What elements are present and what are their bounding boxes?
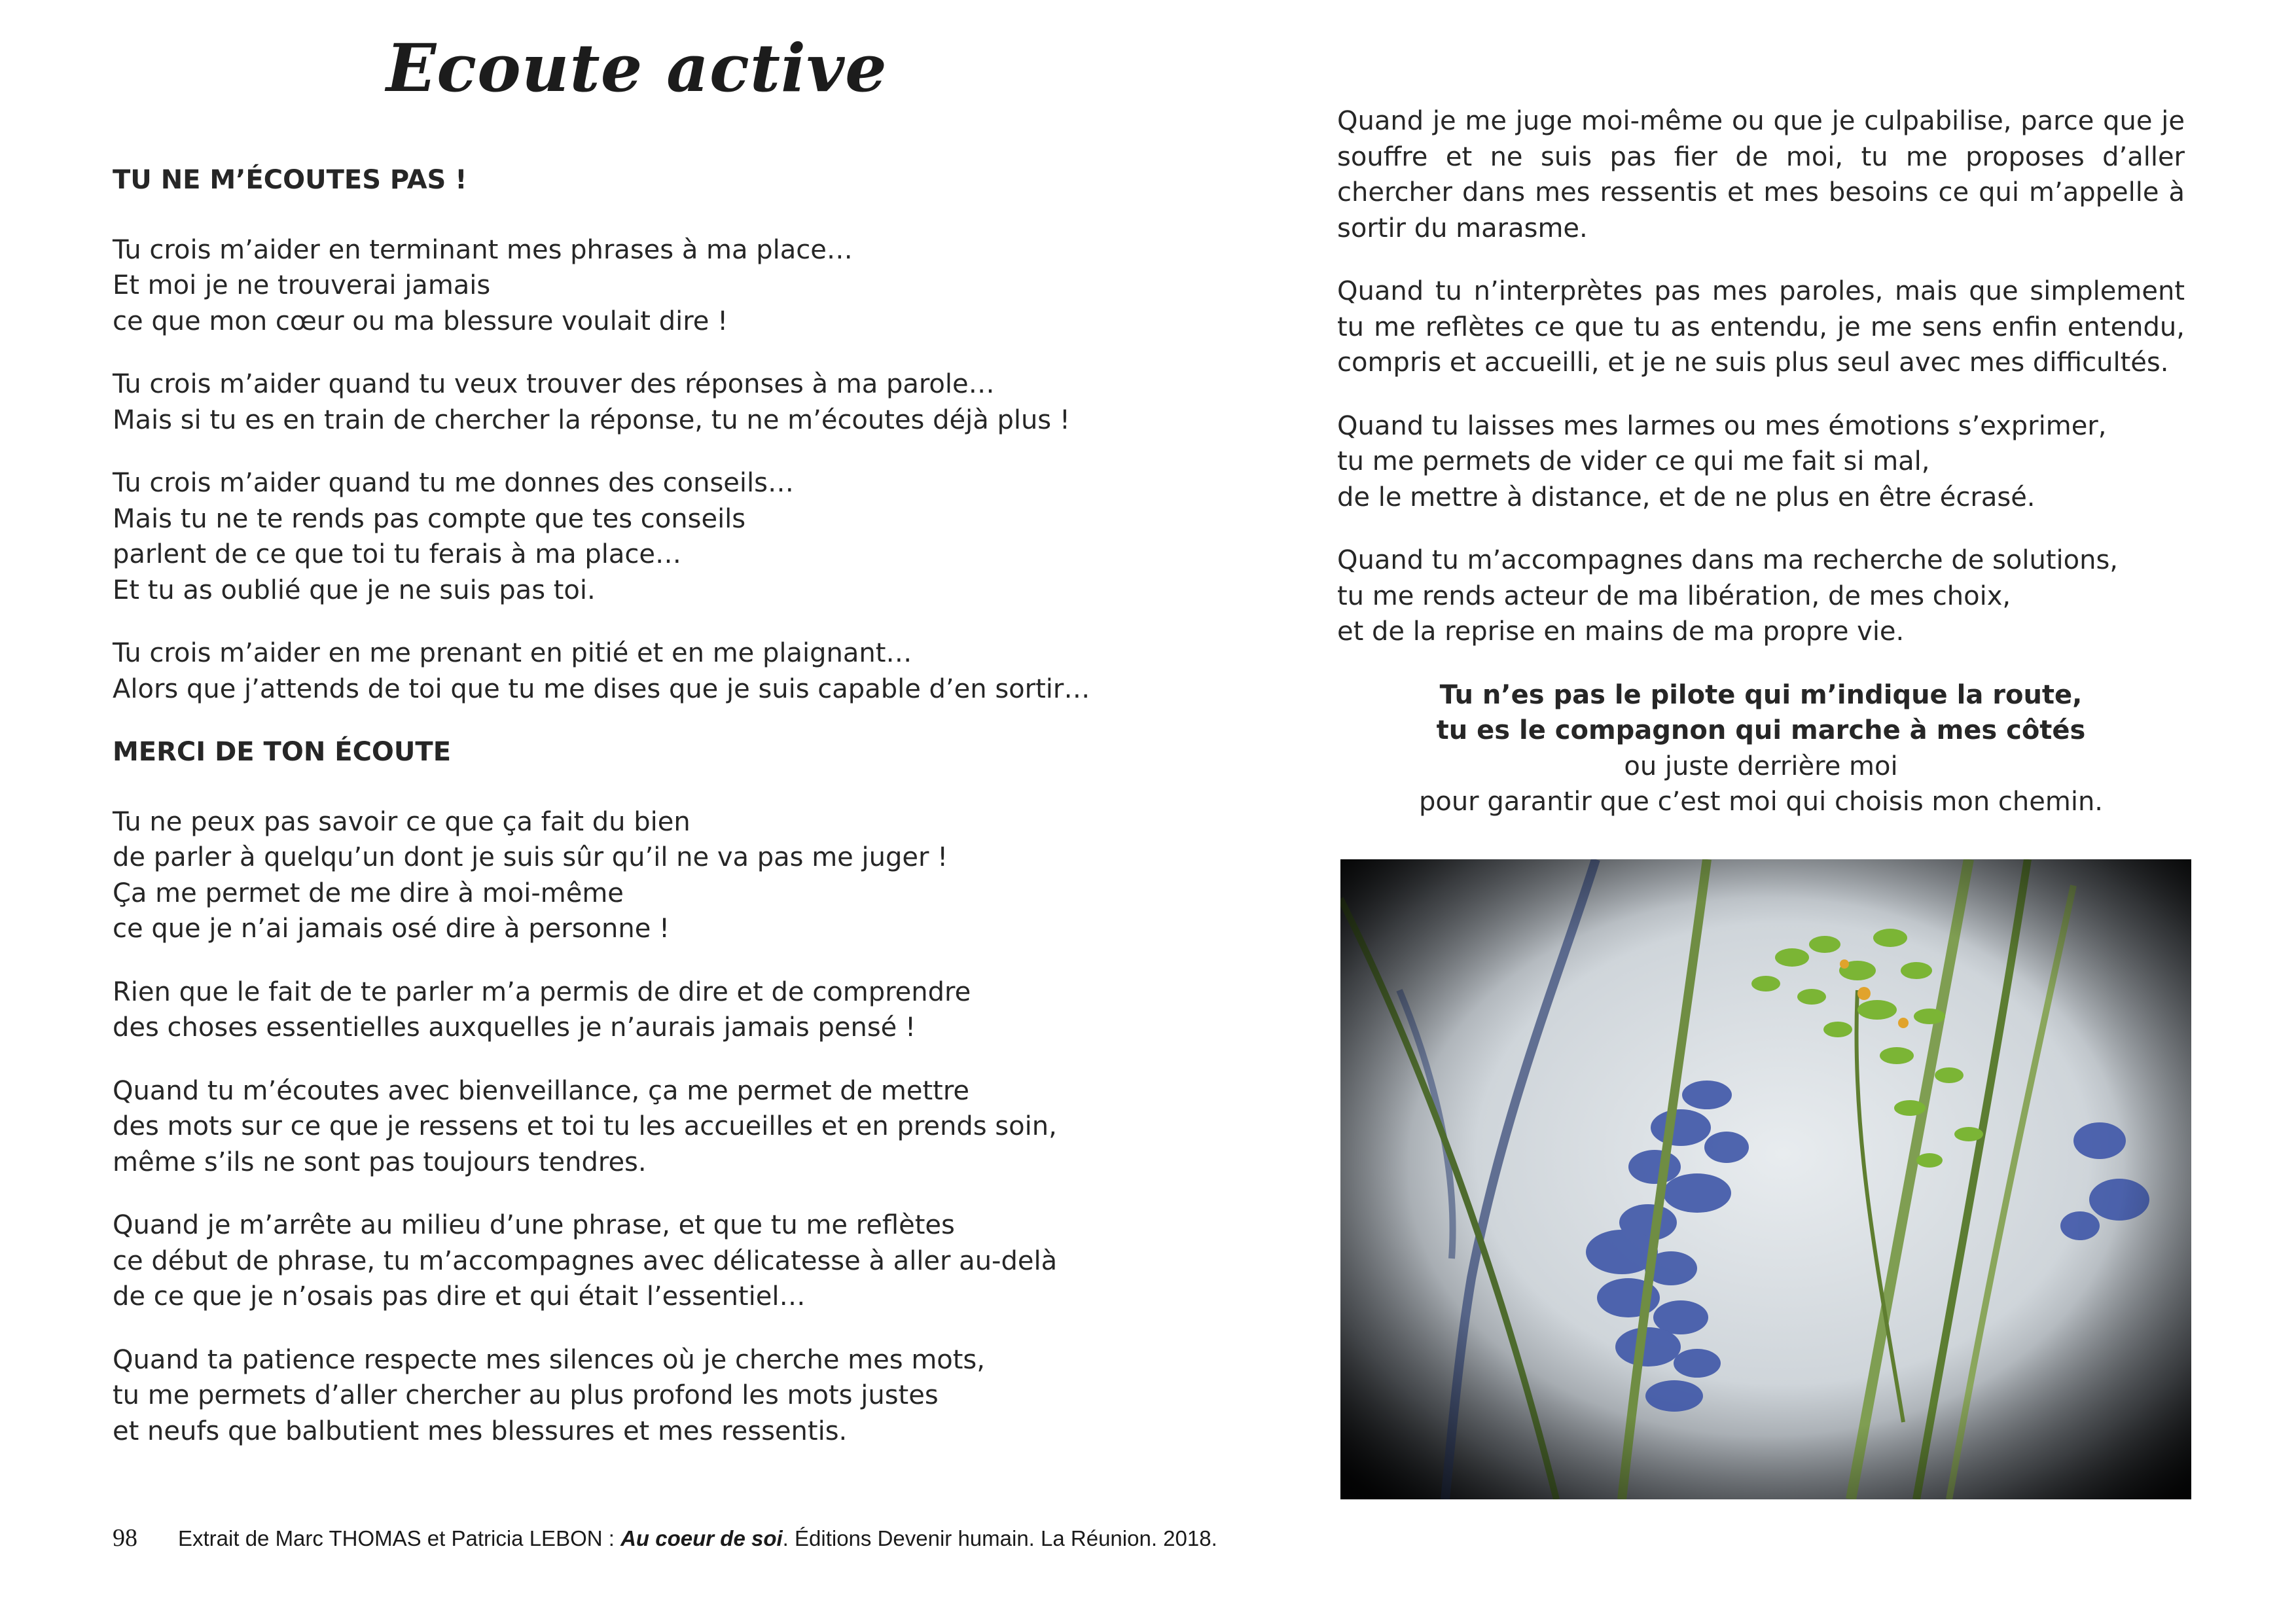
text-line: et de la reprise en mains de ma propre vie. — [1337, 616, 1905, 647]
text-line: Tu crois m’aider en terminant mes phrases à ma place… — [113, 234, 853, 265]
closing-stanza — [1337, 677, 2185, 820]
text-line: Rien que le fait de te parler m’a permis de dire et de comprendre — [113, 976, 971, 1007]
section-heading-1: TU NE M’ÉCOUTES PAS ! — [113, 165, 467, 195]
paragraph — [113, 1342, 1029, 1450]
left-column — [113, 162, 1090, 1476]
paragraph — [113, 804, 1029, 947]
footer-citation-suffix: . Éditions Devenir humain. La Réunion. 2018. — [782, 1526, 1217, 1550]
text-line: tu me rends acteur de ma libération, de mes choix, — [1337, 581, 2011, 611]
plant-shadow-photo — [1340, 859, 2191, 1499]
right-column — [1337, 103, 2185, 848]
text-line: même s’ils ne sont pas toujours tendres. — [113, 1147, 647, 1177]
paragraph: Quand tu n’interprètes pas mes paroles, mais que simplement tu me reflètes ce que tu as entendu, je me sens enfin entendu, compris et accueilli, et je ne suis plus seul avec mes difficultés. — [1337, 276, 2185, 378]
text-line: tu me permets d’aller chercher au plus profond les mots justes — [113, 1380, 939, 1410]
paragraph — [113, 1207, 1058, 1315]
text-line: Et tu as oublié que je ne suis pas toi. — [113, 575, 596, 605]
paragraph — [113, 465, 1029, 608]
text-line: Tu crois m’aider quand tu veux trouver des réponses à ma parole… — [113, 369, 995, 399]
photo-illustration — [1340, 859, 2191, 1499]
text-line: Quand tu laisses mes larmes ou mes émotions s’exprimer, — [1337, 410, 2107, 441]
section-heading-2: MERCI DE TON ÉCOUTE — [113, 737, 452, 767]
text-line: Tu ne peux pas savoir ce que ça fait du bien — [113, 806, 691, 837]
paragraph — [113, 232, 1029, 340]
text-line: Ça me permet de me dire à moi-même — [113, 878, 624, 908]
text-line: Quand ta patience respecte mes silences où je cherche mes mots, — [113, 1344, 985, 1375]
paragraph — [1337, 543, 2185, 650]
text-line: de le mettre à distance, et de ne plus en être écrasé. — [1337, 482, 2036, 512]
text-line: Quand tu m’écoutes avec bienveillance, ça me permet de mettre — [113, 1075, 970, 1106]
text-line: Tu crois m’aider quand tu me donnes des conseils… — [113, 468, 794, 498]
text-line: et neufs que balbutient mes blessures et mes ressentis. — [113, 1416, 848, 1446]
closing-line: Tu n’es pas le pilote qui m’indique la route, — [1439, 679, 2083, 710]
text-line: Quand je m’arrête au milieu d’une phrase, et que tu me reflètes — [113, 1210, 955, 1240]
text-line: des choses essentielles auxquelles je n’aurais jamais pensé ! — [113, 1012, 916, 1043]
text-line: Mais si tu es en train de chercher la réponse, tu ne m’écoutes déjà plus ! — [113, 404, 1070, 435]
paragraph — [113, 366, 1070, 438]
text-line: des mots sur ce que je ressens et toi tu les accueilles et en prends soin, — [113, 1111, 1057, 1141]
paragraph — [113, 1073, 1057, 1181]
text-line: Mais tu ne te rends pas compte que tes conseils — [113, 503, 746, 534]
text-line: ce que mon cœur ou ma blessure voulait dire ! — [113, 306, 728, 336]
text-line: ce début de phrase, tu m’accompagnes avec délicatesse à aller au-delà — [113, 1245, 1058, 1276]
footer-citation-prefix: Extrait de Marc THOMAS et Patricia LEBON : — [178, 1526, 621, 1550]
text-line: Tu crois m’aider en me prenant en pitié et en me plaignant… — [113, 638, 912, 668]
paragraph — [113, 635, 1090, 707]
closing-line: tu es le compagnon qui marche à mes côtés — [1436, 715, 2086, 745]
text-line: Et moi je ne trouverai jamais — [113, 270, 491, 300]
footer-book-title: Au coeur de soi — [620, 1526, 783, 1550]
page-number: 98 — [113, 1524, 137, 1552]
page-title: Ecoute active — [386, 29, 888, 107]
paragraph — [113, 974, 1029, 1046]
text-line: Alors que j’attends de toi que tu me dises que je suis capable d’en sortir… — [113, 673, 1090, 704]
paragraph: Quand je me juge moi-même ou que je culpabilise, parce que je souffre et ne suis pas fier de moi, tu me proposes d’aller chercher dans mes ressentis et mes besoins ce qui m’appelle à sortir du marasme. — [1337, 106, 2185, 243]
text-line: de ce que je n’osais pas dire et qui était l’essentiel… — [113, 1281, 806, 1312]
closing-line: ou juste derrière moi — [1624, 751, 1898, 781]
text-line: ce que je n’ai jamais osé dire à personne ! — [113, 914, 670, 944]
text-line: parlent de ce que toi tu ferais à ma place… — [113, 539, 682, 569]
text-line: tu me permets de vider ce qui me fait si mal, — [1337, 446, 1930, 476]
paragraph — [1337, 408, 2185, 516]
text-line: de parler à quelqu’un dont je suis sûr qu’il ne va pas me juger ! — [113, 842, 948, 872]
closing-line: pour garantir que c’est moi qui choisis mon chemin. — [1418, 787, 2104, 817]
footer — [113, 1524, 1217, 1552]
text-line: Quand tu m’accompagnes dans ma recherche de solutions, — [1337, 545, 2119, 575]
